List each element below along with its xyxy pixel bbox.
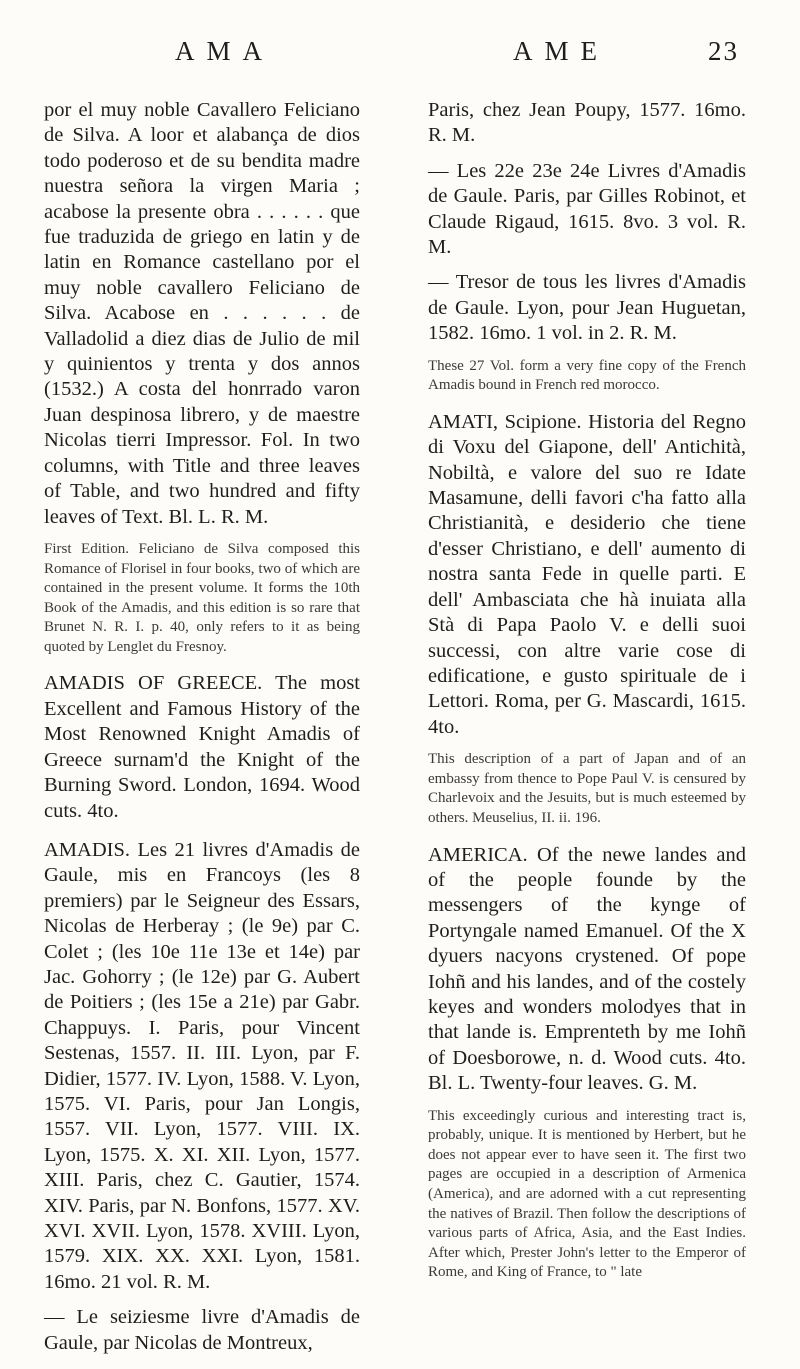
entry-amati: AMATI, Scipione. Historia del Regno di Voxu del Giapone, dell' Antichità, Nobiltà, e valore del suo re Idate Masamune, delli favori c'ha fatto alla Christianità, e desiderio che tiene d'esser Christiano, e dell' aumento di nostra santa Fede in quelle parti. E dell' Ambasciata che hà inuiata alla Stà di Papa Paolo V. e delli suoi successi, con altre varie cose di edificatione, e gusto spirituale de i Lettori. Roma, per G. Mascardi, 1615. 4to. xyxy=(428,410,746,738)
running-head-right: AME xyxy=(513,36,609,66)
entry-amadis-21-livres: AMADIS. Les 21 livres d'Amadis de Gaule, mis en Francoys (les 8 premiers) par le Seigneur des Essars, Nicolas de Herberay ; (le 9e) par C. Colet ; (les 10e 11e 13e et 14e) par Jac. Gohorry ; (le 12e) par G. Aubert de Poitiers ; (les 15e a 21e) par Gabr. Chappuys. I. Paris, pour Vincent Sestenas, 1557. II. III. Lyon, par F. Didier, 1577. IV. Lyon, 1588. V. Lyon, 1575. VI. Paris, pour Jan Longis, 1557. VII. Lyon, 1577. VIII. IX. Lyon, 1575. X. XI. XII. Lyon, 1577. XIII. Paris, chez C. Gautier, 1574. XIV. Paris, par N. Bonfons, 1577. XV. XVI. XVII. Lyon, 1578. XVIII. Lyon, 1579. XIX. XX. XXI. Lyon, 1581. 16mo. 21 vol. R. M. xyxy=(44,838,360,1293)
entry-amadis-of-greece: AMADIS OF GREECE. The most Excellent and Famous History of the Most Renowned Knight Amadis of Greece surnam'd the Knight of the Burning Sword. London, 1694. Wood cuts. 4to. xyxy=(44,672,360,822)
right-column xyxy=(428,98,746,1283)
running-head-left: AMA xyxy=(175,36,275,66)
note-japan: This description of a part of Japan and of an embassy from thence to Pope Paul V. is censured by Charlevoix and the Jesuits, but is much esteemed by others. Meuselius, II. ii. 196. xyxy=(428,751,746,826)
entry-tresor: — Tresor de tous les livres d'Amadis de Gaule. Lyon, pour Jean Huguetan, 1582. 16mo. 1 vol. in 2. R. M. xyxy=(428,271,746,345)
note-first-edition: First Edition. Feliciano de Silva composed this Romance of Florisel in four books, two of which are contained in the present volume. It forms the 10th Book of the Amadis, and this edition is so rare that Brunet N. R. I. p. 40, only refers to it as being quoted by Lenglet du Fresnoy. xyxy=(44,540,360,655)
entry-seiziesme-livre: — Le seiziesme livre d'Amadis de Gaule, par Nicolas de Montreux, xyxy=(44,1306,360,1354)
left-column xyxy=(44,98,360,1356)
note-french-amadis: These 27 Vol. form a very fine copy of the French Amadis bound in French red morocco. xyxy=(428,357,746,394)
running-head xyxy=(0,36,800,76)
entry-livres-22-24: — Les 22e 23e 24e Livres d'Amadis de Gaule. Paris, par Gilles Robinot, et Claude Rigaud, 1615. 8vo. 3 vol. R. M. xyxy=(428,159,746,259)
entry-america: AMERICA. Of the newe landes and of the people founde by the messengers of the kynge of Portyngale named Emanuel. Of the X dyuers nacyons crystened. Of pope Iohñ and his landes, and of the costely keyes and wonders molodyes that in that lande is. Emprenteth by me Iohñ of Doesborowe, n. d. Wood cuts. 4to. Bl. L. Twenty-four leaves. G. M. xyxy=(428,843,746,1095)
entry-seiziesme-continued: Paris, chez Jean Poupy, 1577. 16mo. R. M. xyxy=(428,99,746,147)
note-america: This exceedingly curious and interesting tract is, probably, unique. It is mentioned by Herbert, but he does not appear ever to have seen it. The first two pages are occupied in a description of Armenica (America), and are adorned with a cut representing the natives of Brazil. Then follow the descriptions of various parts of Africa, Asia, and the East Indies. After which, Prester John's letter to the Emperor of Rome, and King of France, to " late xyxy=(428,1107,746,1281)
page-number: 23 xyxy=(708,36,739,66)
entry-feliciano-continued: por el muy noble Cavallero Feliciano de Silva. A loor et alabança de dios todo poderoso et de su bendita madre nuestra señora la virgen Maria ; acabose la presente obra . . . . . . que fue traduzida de griego en latin y de latin en Romance castellano por el muy noble cavallero Feliciano de Silva. Acabose en . . . . . . de Valladolid a diez dias de Julio de mil y quinientos y trenta y dos annos (1532.) A costa del honrrado varon Juan despinosa librero, y de maestre Nicolas tierri Impressor. Fol. In two columns, with Title and three leaves of Table, and two hundred and fifty leaves of Text. Bl. L. R. M. xyxy=(44,99,360,528)
